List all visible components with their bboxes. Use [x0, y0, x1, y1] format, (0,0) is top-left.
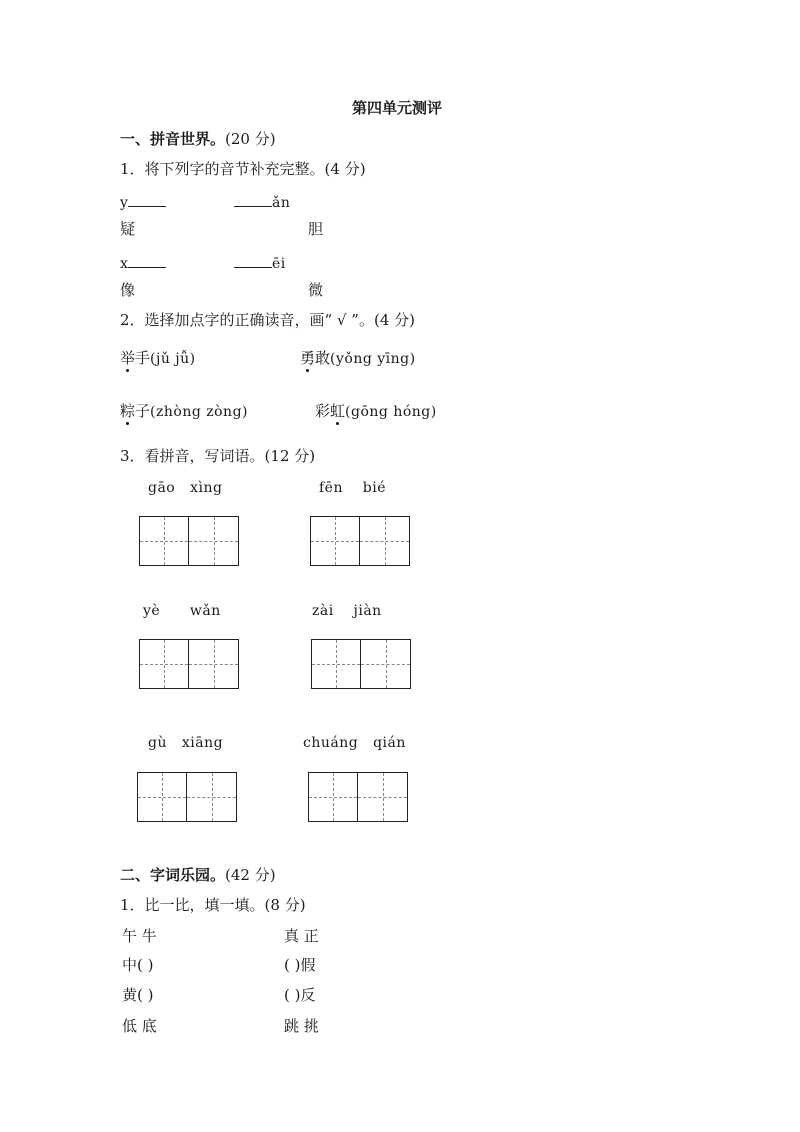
tian-cell[interactable]: [189, 639, 239, 689]
page-title: 第四单元测评: [352, 99, 443, 117]
pinyin-syllable: fēn: [319, 480, 343, 496]
fill-blank[interactable]: [128, 193, 166, 207]
tian-cell[interactable]: [308, 772, 358, 822]
syllable-prefix: y: [120, 195, 129, 211]
pinyin-label: [143, 604, 221, 618]
pinyin-label: [148, 736, 223, 750]
word-pre: 彩: [315, 402, 331, 420]
s2-q1-prompt: 1．比一比，填一填。(8 分): [120, 896, 306, 914]
syllable-suffix: ǎn: [272, 195, 291, 211]
reading-item-4: [315, 404, 437, 419]
q1-prompt: 1．将下列字的音节补充完整。(4 分): [120, 160, 366, 178]
tian-cell[interactable]: [311, 639, 361, 689]
reading-item-2: [300, 351, 416, 366]
pinyin-syllable: yè: [143, 603, 161, 619]
writing-grid[interactable]: [308, 772, 408, 822]
pinyin-syllable: xìng: [190, 480, 223, 496]
compare-left-2[interactable]: 中( ): [122, 956, 154, 974]
reading-item-1: [120, 351, 196, 366]
syllable-char-1: 疑: [120, 220, 136, 238]
dotted-char: 虹: [330, 402, 346, 420]
syllable-char-2: 胆: [308, 220, 324, 238]
word-rest: 手: [135, 349, 151, 367]
dotted-char: 勇: [300, 349, 316, 367]
writing-grid[interactable]: [137, 772, 237, 822]
tian-cell[interactable]: [137, 772, 187, 822]
pinyin-syllable: gāo: [148, 480, 176, 496]
pinyin-syllable: chuáng: [303, 735, 359, 751]
writing-grid[interactable]: [310, 516, 410, 566]
syllable-item-3: [120, 254, 166, 271]
section-1-heading: [120, 132, 276, 147]
tian-cell[interactable]: [189, 516, 239, 566]
compare-right-2[interactable]: ( )假: [284, 956, 316, 974]
syllable-item-2: [234, 193, 290, 210]
reading-options[interactable]: (gōng hóng): [345, 404, 437, 420]
syllable-char-4: 微: [308, 281, 324, 299]
tian-cell[interactable]: [139, 639, 189, 689]
tian-cell[interactable]: [360, 516, 410, 566]
reading-options[interactable]: (jǔ jǚ): [150, 351, 196, 367]
compare-left-3[interactable]: 黄( ): [122, 986, 154, 1004]
compare-right-1: 真 正: [284, 927, 319, 945]
pinyin-syllable: gù: [148, 735, 167, 751]
syllable-item-4: [234, 254, 286, 271]
fill-blank[interactable]: [234, 254, 272, 268]
syllable-suffix: ēi: [272, 256, 286, 272]
pinyin-syllable: xiāng: [181, 735, 224, 751]
reading-options[interactable]: (zhòng zòng): [150, 404, 248, 420]
dotted-char: 粽: [120, 402, 136, 420]
fill-blank[interactable]: [128, 254, 166, 268]
section-2-score: (42 分): [225, 866, 276, 884]
q2-prompt: 2．选择加点字的正确读音，画“ √ ”。(4 分): [120, 311, 415, 329]
tian-cell[interactable]: [361, 639, 411, 689]
pinyin-syllable: qián: [373, 735, 406, 751]
writing-grid[interactable]: [139, 516, 239, 566]
pinyin-syllable: jiàn: [353, 603, 382, 619]
writing-grid[interactable]: [139, 639, 239, 689]
compare-left-1: 午 牛: [122, 927, 157, 945]
compare-right-3[interactable]: ( )反: [284, 986, 316, 1004]
syllable-prefix: x: [120, 256, 129, 272]
compare-right-4: 跳 挑: [284, 1017, 319, 1035]
dotted-char: 举: [120, 349, 136, 367]
section-1-title: 一、拼音世界。: [120, 130, 226, 148]
pinyin-label: [303, 736, 406, 750]
pinyin-label: [148, 481, 222, 495]
section-1-score: (20 分): [225, 130, 276, 148]
pinyin-label: [312, 604, 382, 618]
compare-left-4: 低 底: [122, 1017, 157, 1035]
tian-cell[interactable]: [139, 516, 189, 566]
tian-cell[interactable]: [358, 772, 408, 822]
fill-blank[interactable]: [234, 193, 272, 207]
word-rest: 敢: [315, 349, 331, 367]
pinyin-syllable: zài: [312, 603, 334, 619]
tian-cell[interactable]: [310, 516, 360, 566]
writing-grid[interactable]: [311, 639, 411, 689]
tian-cell[interactable]: [187, 772, 237, 822]
pinyin-label: [319, 481, 386, 495]
reading-item-3: [120, 404, 248, 419]
section-2-heading: [120, 868, 276, 883]
word-rest: 子: [135, 402, 151, 420]
pinyin-syllable: bié: [362, 480, 387, 496]
syllable-char-3: 像: [120, 281, 136, 299]
q3-prompt: 3．看拼音，写词语。(12 分): [120, 447, 316, 465]
syllable-item-1: [120, 193, 166, 210]
pinyin-syllable: wǎn: [189, 603, 221, 619]
section-2-title: 二、字词乐园。: [120, 866, 226, 884]
reading-options[interactable]: (yǒng yīng): [330, 351, 416, 367]
